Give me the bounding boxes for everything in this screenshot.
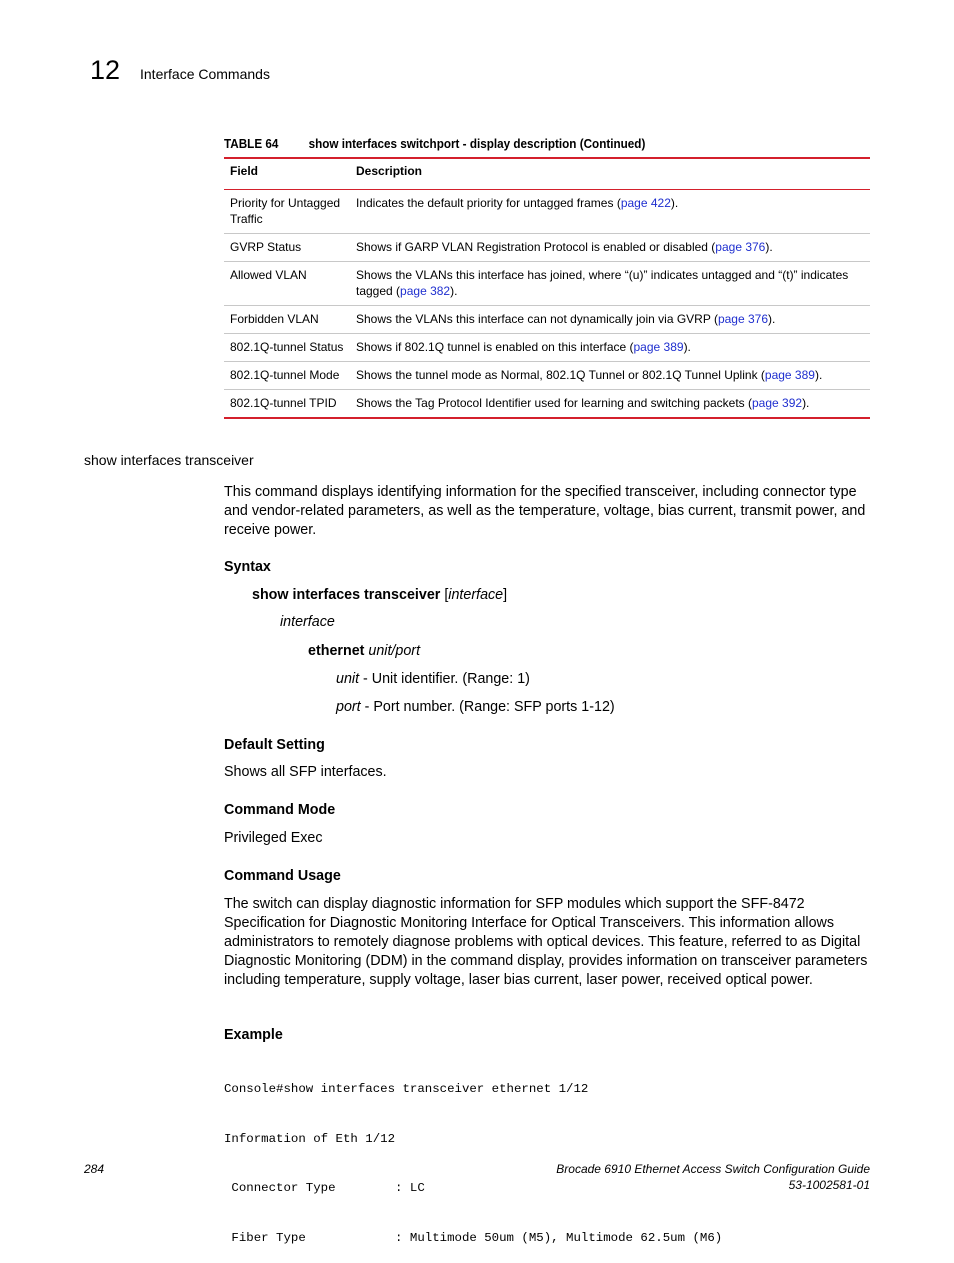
description-cell: [350, 234, 870, 262]
table-row: [224, 390, 870, 419]
default-setting-text: Shows all SFP interfaces.: [224, 764, 387, 780]
syntax-bracket-open: [: [440, 587, 449, 603]
syntax-command: show interfaces transceiver: [252, 587, 441, 603]
column-header-field: Field: [224, 158, 350, 190]
chapter-number: 12: [90, 55, 121, 85]
ethernet-keyword: ethernet: [308, 643, 365, 659]
command-mode-heading: Command Mode: [224, 802, 336, 818]
column-header-description: Description: [350, 158, 870, 190]
description-text-end: ).: [683, 340, 691, 354]
syntax-param: interface: [448, 587, 504, 603]
description-cell: [350, 262, 870, 306]
description-text-end: ).: [814, 368, 823, 382]
ethernet-line: [308, 643, 420, 659]
description-text: Shows the Tag Protocol Identifier used for learning and switching packets (: [356, 396, 752, 410]
code-line: Fiber Type : Multimode 50um (M5), Multimode 62.5um (M6): [224, 1230, 723, 1245]
syntax-heading: Syntax: [224, 559, 271, 575]
unit-line: [336, 671, 530, 687]
description-text-end: ).: [768, 312, 776, 326]
table-row: [224, 306, 870, 334]
syntax-bracket-close: ]: [503, 587, 508, 603]
param-interface: interface: [280, 614, 335, 630]
code-line: Console#show interfaces transceiver ethernet 1/12: [224, 1082, 589, 1096]
section-title: show interfaces transceiver: [84, 452, 254, 468]
field-cell: 802.1Q-tunnel Mode: [224, 362, 350, 390]
description-text: Shows the tunnel mode as Normal, 802.1Q Tunnel or 802.1Q Tunnel Uplink (: [356, 368, 765, 382]
description-text-end: ).: [765, 240, 773, 254]
description-cell: [350, 190, 870, 234]
table-label: TABLE 64: [224, 136, 279, 151]
doc-number: 53-1002581-01: [788, 1178, 870, 1192]
description-text: Indicates the default priority for untagged frames (: [356, 196, 621, 210]
description-text: Shows the VLANs this interface has joined, where “(u)” indicates untagged and “(t)” indicates tagged (: [356, 268, 849, 298]
page-number: 284: [84, 1162, 105, 1176]
command-mode-text: Privileged Exec: [224, 830, 323, 846]
ethernet-args: unit/port: [364, 643, 421, 659]
page-reference-link[interactable]: page 382: [400, 284, 451, 298]
example-heading: Example: [224, 1027, 283, 1043]
table-caption: [224, 136, 645, 151]
field-cell: Forbidden VLAN: [224, 306, 350, 334]
description-table: [224, 157, 870, 419]
table-row: [224, 334, 870, 362]
table-title: show interfaces switchport - display description (Continued): [308, 136, 646, 151]
table-row: [224, 262, 870, 306]
description-cell: [350, 306, 870, 334]
page-reference-link[interactable]: page 389: [764, 368, 815, 382]
field-cell: 802.1Q-tunnel TPID: [224, 390, 350, 419]
field-cell: Priority for Untagged Traffic: [224, 190, 350, 234]
port-name: port: [336, 699, 361, 715]
description-text: Shows if GARP VLAN Registration Protocol is enabled or disabled (: [356, 240, 716, 254]
example-code-block: [224, 1048, 722, 1263]
port-desc: - Port number. (Range: SFP ports 1-12): [360, 699, 615, 715]
table-row: [224, 234, 870, 262]
description-cell: [350, 362, 870, 390]
command-usage-text: The switch can display diagnostic information for SFP modules which support the SFF-8472 Specification for Diagnostic Monitoring Interface for Optical Transceivers. This information allows administrators to remotely diagnose problems with optical devices. This feature, referred to as Digital Diagnostic Monitoring (DDM) in the command display, provides information on transceiver parameters including temperature, supply voltage, laser bias current, laser power, received optical power.: [224, 896, 868, 988]
description-cell: [350, 334, 870, 362]
description-text-end: ).: [670, 196, 679, 210]
table-row: [224, 190, 870, 234]
command-usage-heading: Command Usage: [224, 868, 341, 884]
unit-desc: - Unit identifier. (Range: 1): [359, 671, 530, 687]
description-cell: [350, 390, 870, 419]
table-header-row: [224, 158, 870, 190]
description-text-end: ).: [450, 284, 458, 298]
port-line: [336, 699, 615, 715]
unit-name: unit: [336, 671, 360, 687]
field-cell: GVRP Status: [224, 234, 350, 262]
table-row: [224, 362, 870, 390]
default-setting-heading: Default Setting: [224, 737, 325, 753]
page-reference-link[interactable]: page 389: [633, 340, 684, 354]
page-reference-link[interactable]: page 376: [715, 240, 766, 254]
code-line: Information of Eth 1/12: [224, 1131, 396, 1146]
doc-title: Brocade 6910 Ethernet Access Switch Configuration Guide: [556, 1162, 870, 1176]
section-intro: This command displays identifying information for the specified transceiver, including connector type and vendor-related parameters, as well as the temperature, voltage, bias current, transmit power, and receive power.: [224, 484, 866, 538]
field-cell: Allowed VLAN: [224, 262, 350, 306]
page-reference-link[interactable]: page 422: [620, 196, 671, 210]
field-cell: 802.1Q-tunnel Status: [224, 334, 350, 362]
description-text: Shows if 802.1Q tunnel is enabled on this interface (: [356, 340, 634, 354]
page-reference-link[interactable]: page 376: [717, 312, 769, 326]
syntax-line: [252, 587, 507, 603]
description-text-end: ).: [802, 396, 810, 410]
page-reference-link[interactable]: page 392: [752, 396, 803, 410]
code-line: Connector Type : LC: [224, 1181, 425, 1195]
description-text: Shows the VLANs this interface can not dynamically join via GVRP (: [356, 312, 718, 326]
chapter-title: Interface Commands: [140, 66, 270, 82]
